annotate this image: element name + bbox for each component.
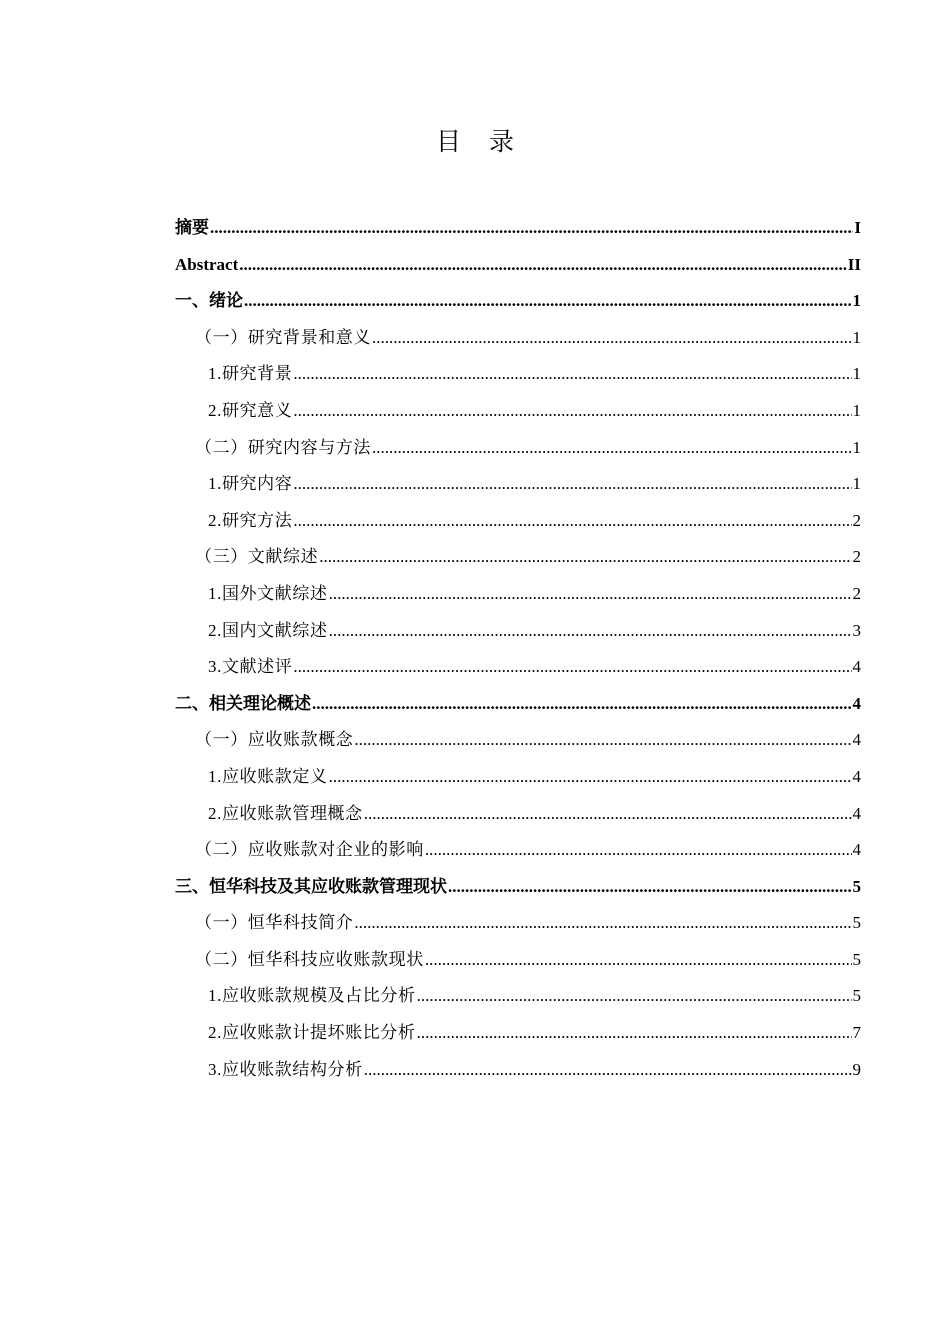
toc-entry-label: （二）恒华科技应收账款现状	[195, 949, 424, 969]
toc-entry[interactable]	[175, 210, 861, 247]
toc-leader-dots	[244, 283, 852, 320]
toc-entry[interactable]	[175, 539, 861, 576]
toc-leader-dots	[329, 759, 852, 796]
toc-entry[interactable]	[175, 686, 861, 723]
toc-entry-page: 2	[852, 510, 861, 530]
toc-entry[interactable]	[175, 1015, 861, 1052]
toc-entry[interactable]	[175, 832, 861, 869]
toc-entry-page: 1	[852, 364, 861, 384]
toc-entry-label: 1.应收账款定义	[208, 766, 328, 786]
toc-entry-label: 1.应收账款规模及占比分析	[208, 986, 416, 1006]
toc-leader-dots	[293, 649, 851, 686]
toc-entry-label: 2.应收账款管理概念	[208, 803, 363, 823]
toc-entry[interactable]	[175, 320, 861, 357]
toc-leader-dots	[293, 356, 851, 393]
toc-entry-page: 5	[852, 913, 861, 933]
toc-leader-dots	[210, 210, 853, 247]
toc-leader-dots	[372, 430, 852, 467]
toc-entry-label: 1.研究背景	[208, 364, 293, 384]
toc-leader-dots	[364, 1052, 852, 1089]
toc-entry-label: 1.研究内容	[208, 474, 293, 494]
toc-entry-page: 7	[852, 1023, 861, 1043]
toc-entry[interactable]	[175, 978, 861, 1015]
toc-entry-label: （一）恒华科技简介	[195, 913, 354, 933]
toc-entry[interactable]	[175, 283, 861, 320]
toc-entry[interactable]	[175, 576, 861, 613]
toc-leader-dots	[293, 393, 851, 430]
toc-entry-page: 9	[852, 1059, 861, 1079]
toc-entry[interactable]	[175, 796, 861, 833]
toc-entry[interactable]	[175, 247, 861, 284]
toc-entry-page: 1	[852, 400, 861, 420]
toc-leader-dots	[312, 686, 852, 723]
toc-entry-page: 4	[852, 803, 861, 823]
toc-entry[interactable]	[175, 356, 861, 393]
toc-leader-dots	[329, 613, 852, 650]
toc-entry-label: 二、相关理论概述	[175, 693, 311, 713]
toc-entry-page: 4	[852, 840, 861, 860]
toc-entry-page: 1	[852, 474, 861, 494]
toc-entry-page: I	[854, 218, 861, 237]
toc-entry-label: （二）研究内容与方法	[195, 437, 371, 457]
toc-entry-label: （二）应收账款对企业的影响	[195, 840, 424, 860]
toc-entry-label: （三）文献综述	[195, 547, 319, 567]
toc-entry-label: 一、绪论	[175, 291, 243, 311]
toc-entry-page: 4	[852, 730, 861, 750]
page-title: 目 录	[436, 127, 524, 156]
toc-entry[interactable]	[175, 1052, 861, 1089]
toc-entry[interactable]	[175, 722, 861, 759]
toc-entry-label: 3.应收账款结构分析	[208, 1059, 363, 1079]
toc-leader-dots	[293, 466, 851, 503]
toc-leader-dots	[319, 539, 851, 576]
toc-leader-dots	[425, 942, 852, 979]
toc-entry-label: （一）研究背景和意义	[195, 327, 371, 347]
toc-entry-page: 2	[852, 547, 861, 567]
toc-entry[interactable]	[175, 466, 861, 503]
table-of-contents	[175, 210, 861, 1088]
toc-entry[interactable]	[175, 613, 861, 650]
toc-entry-page: 1	[852, 327, 861, 347]
toc-entry-label: Abstract	[175, 254, 239, 274]
toc-leader-dots	[364, 796, 852, 833]
toc-entry[interactable]	[175, 759, 861, 796]
toc-entry-page: 1	[852, 437, 861, 457]
toc-entry-label: 2.研究方法	[208, 510, 293, 530]
toc-entry-page: 4	[852, 766, 861, 786]
toc-entry-label: 2.应收账款计提坏账比分析	[208, 1023, 416, 1043]
toc-entry-label: 1.国外文献综述	[208, 583, 328, 603]
toc-leader-dots	[354, 722, 851, 759]
toc-entry-page: 1	[852, 291, 861, 311]
toc-entry-page: 4	[852, 693, 861, 713]
toc-leader-dots	[448, 869, 852, 906]
toc-entry-label: 2.研究意义	[208, 400, 293, 420]
toc-entry-page: 5	[852, 876, 861, 896]
toc-entry-page: II	[847, 254, 861, 274]
toc-entry[interactable]	[175, 430, 861, 467]
toc-entry-page: 4	[852, 657, 861, 677]
toc-entry-label: 三、恒华科技及其应收账款管理现状	[175, 876, 447, 896]
toc-entry-label: 3.文献述评	[208, 657, 293, 677]
toc-entry-page: 5	[852, 949, 861, 969]
toc-leader-dots	[239, 247, 847, 284]
toc-entry[interactable]	[175, 393, 861, 430]
toc-entry[interactable]	[175, 905, 861, 942]
toc-leader-dots	[425, 832, 852, 869]
toc-leader-dots	[354, 905, 851, 942]
toc-entry-label: （一）应收账款概念	[195, 730, 354, 750]
toc-entry-page: 5	[852, 986, 861, 1006]
toc-entry[interactable]	[175, 942, 861, 979]
toc-leader-dots	[329, 576, 852, 613]
toc-leader-dots	[372, 320, 852, 357]
toc-leader-dots	[417, 1015, 852, 1052]
toc-entry-label: 摘要	[175, 218, 209, 237]
toc-leader-dots	[293, 503, 851, 540]
toc-entry-label: 2.国内文献综述	[208, 620, 328, 640]
toc-leader-dots	[417, 978, 852, 1015]
toc-entry-page: 2	[852, 583, 861, 603]
toc-entry[interactable]	[175, 869, 861, 906]
toc-entry[interactable]	[175, 649, 861, 686]
toc-entry-page: 3	[852, 620, 861, 640]
toc-entry[interactable]	[175, 503, 861, 540]
